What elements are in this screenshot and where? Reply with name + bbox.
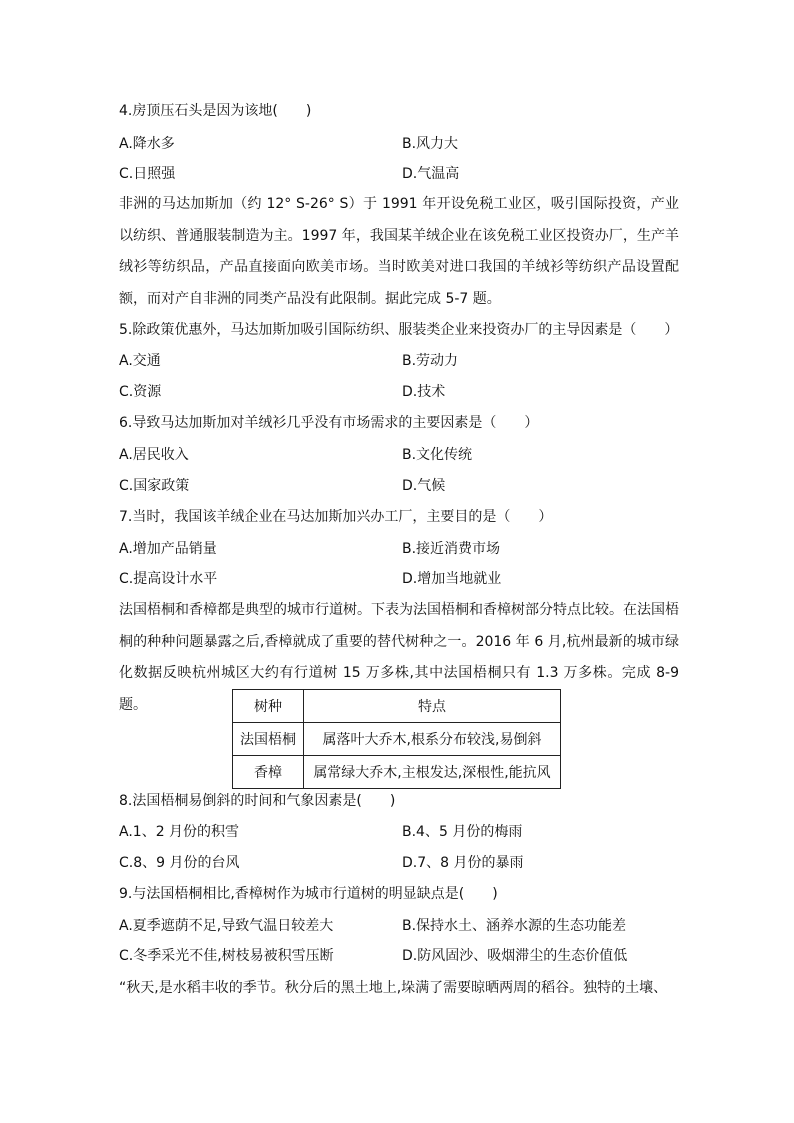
table-header-cell: 特点 [304,690,561,723]
q4-stem: 4.房顶压石头是因为该地( ) [119,103,312,119]
q9-option-a: A.夏季遮荫不足,导致气温日较差大 [119,918,334,934]
q5-option-d: D.技术 [402,384,446,400]
table-cell: 属常绿大乔木,主根发达,深根性,能抗风 [304,756,561,789]
passage-rice-harvest: “秋天,是水稻丰收的季节。秋分后的黑土地上,垛满了需要晾晒两周的稻谷。独特的土壤、 [119,980,668,996]
q8-option-b: B.4、5 月份的梅雨 [402,824,523,840]
table-cell: 属落叶大乔木,根系分布较浅,易倒斜 [304,723,561,756]
q9-stem: 9.与法国梧桐相比,香樟树作为城市行道树的明显缺点是( ) [119,886,498,902]
table-header-row [233,690,561,723]
q6-option-c: C.国家政策 [119,478,190,494]
q4-option-a: A.降水多 [119,136,175,152]
q5-stem: 5.除政策优惠外，马达加斯加吸引国际纺织、服装类企业来投资办厂的主导因素是（ ） [119,322,679,338]
q7-option-d: D.增加当地就业 [402,571,502,587]
table-header-cell: 树种 [233,690,304,723]
table-cell: 香樟 [233,756,304,789]
q6-option-d: D.气候 [402,478,446,494]
tree-comparison-table [232,689,561,789]
q6-option-a: A.居民收入 [119,447,189,463]
q6-option-b: B.文化传统 [402,447,473,463]
q8-option-a: A.1、2 月份的积雪 [119,824,240,840]
q7-option-a: A.增加产品销量 [119,541,217,557]
q5-option-c: C.资源 [119,384,162,400]
q8-option-c: C.8、9 月份的台风 [119,855,240,871]
passage-street-trees: 法国梧桐和香樟都是典型的城市行道树。下表为法国梧桐和香樟树部分特点比较。在法国梧桐的种种问题暴露之后,香樟就成了重要的替代树种之一。2016 年 6 月,杭州最新的城市绿化数据反映杭州城区大约有行道树 15 万多株,其中法国梧桐只有 1.3 万多株。完成 8-9 题。 [119,602,679,713]
q5-option-a: A.交通 [119,353,161,369]
q5-option-b: B.劳动力 [402,353,459,369]
table-cell: 法国梧桐 [233,723,304,756]
q4-option-d: D.气温高 [402,166,460,182]
q9-option-b: B.保持水土、涵养水源的生态功能差 [402,918,627,934]
q7-option-c: C.提高设计水平 [119,571,218,587]
q7-option-b: B.接近消费市场 [402,541,501,557]
q4-option-b: B.风力大 [402,136,459,152]
q4-option-c: C.日照强 [119,166,176,182]
q9-option-d: D.防风固沙、吸烟滞尘的生态价值低 [402,948,628,964]
table-row [233,756,561,789]
q8-option-d: D.7、8 月份的暴雨 [402,855,524,871]
table-row [233,723,561,756]
q9-option-c: C.冬季采光不佳,树枝易被积雪压断 [119,948,334,964]
q7-stem: 7.当时，我国该羊绒企业在马达加斯加兴办工厂，主要目的是（ ） [119,509,553,525]
q6-stem: 6.导致马达加斯加对羊绒衫几乎没有市场需求的主要因素是（ ） [119,415,539,431]
q8-stem: 8.法国梧桐易倒斜的时间和气象因素是( ) [119,793,396,809]
passage-madagascar: 非洲的马达加斯加（约 12° S-26° S）于 1991 年开设免税工业区，吸引国际投资，产业以纺织、普通服装制造为主。1997 年，我国某羊绒企业在该免税工业区投资办厂，生产羊绒衫等纺织品，产品直接面向欧美市场。当时欧美对进口我国的羊绒衫等纺织产品设置配额，而对产自非洲的同类产品没有此限制。据此完成 5-7 题。 [119,196,679,307]
